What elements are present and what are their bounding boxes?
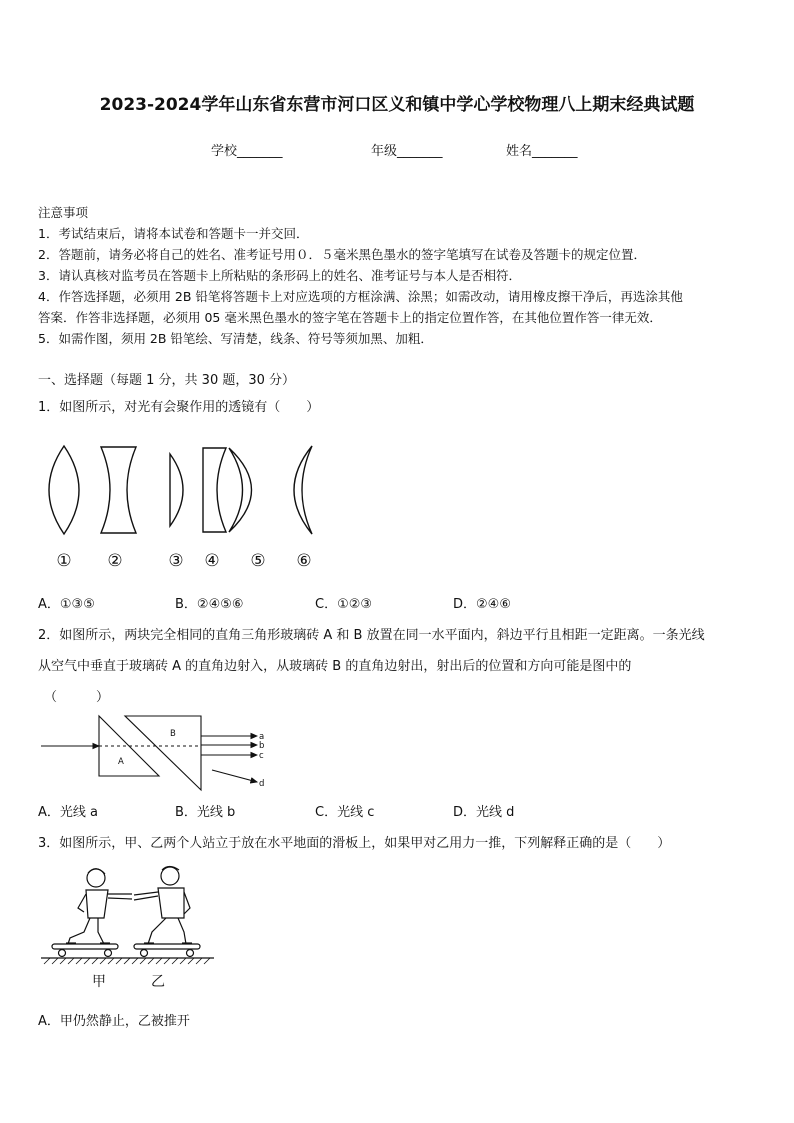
ray-label: d (259, 779, 265, 789)
note-item: 3．请认真核对监考员在答题卡上所粘贴的条形码上的姓名、准考证号与本人是否相符． (38, 268, 521, 283)
lens-2-biconcave (101, 447, 136, 533)
ground-hatch (44, 958, 210, 964)
option-d[interactable]: D．光线 d (453, 805, 515, 820)
note-item: 2．答题前，请务必将自己的姓名、准考证号用０．５毫米黑色墨水的签字笔填写在试卷及答题卡的规定位置． (38, 247, 646, 262)
note-item: 1．考试结束后，请将本试卷和答题卡一并交回． (38, 226, 309, 241)
option-a[interactable]: A．甲仍然静止，乙被推开 (38, 1014, 190, 1029)
question-2-stem: 2．如图所示，两块完全相同的直角三角形玻璃砖 A 和 B 放置在同一水平面内，斜边平行且相距一定距离。一条光线 (38, 628, 705, 643)
ray-d (212, 770, 257, 782)
lens-4-planoconcave (203, 448, 226, 532)
label-jia: 甲 (92, 974, 106, 990)
prism-figure (38, 712, 278, 794)
person-jia (66, 869, 132, 944)
option-c[interactable]: C．光线 c (315, 805, 375, 820)
skateboard-figure (38, 862, 228, 997)
lens-label: ② (107, 551, 123, 571)
lens-1-biconvex (49, 446, 79, 534)
option-a[interactable]: A．光线 a (38, 805, 98, 820)
prism-b-label: B (170, 729, 176, 739)
question-2-blank: （ ） (44, 690, 110, 705)
lens-label: ⑥ (296, 551, 312, 571)
ray-label: b (259, 741, 265, 751)
option-d[interactable]: D．②④⑥ (453, 597, 511, 612)
option-a[interactable]: A．①③⑤ (38, 597, 95, 612)
question-2-stem: 从空气中垂直于玻璃砖 A 的直角边射入，从玻璃砖 B 的直角边射出，射出后的位置和方向可能是图中的 (38, 659, 632, 674)
ray-label: a (259, 732, 265, 742)
prism-a-label: A (118, 757, 124, 767)
section-heading: 一、选择题（每题 1 分，共 30 题，30 分） (38, 373, 296, 388)
note-item: 5．如需作图，须用 2B 铅笔绘、写清楚，线条、符号等须加黑、加粗． (38, 331, 433, 346)
lens-6-meniscus (294, 446, 312, 534)
skateboard-left (52, 944, 118, 949)
lens-label: ③ (168, 551, 184, 571)
wheel (105, 950, 112, 957)
person-yi (134, 867, 192, 945)
option-b[interactable]: B．②④⑤⑥ (175, 597, 244, 612)
wheel (59, 950, 66, 957)
lens-label: ④ (204, 551, 220, 571)
school-field: 学校_______ (211, 144, 283, 159)
ray-label: c (259, 751, 264, 761)
question-1-stem: 1．如图所示，对光有会聚作用的透镜有（ ） (38, 400, 320, 415)
option-b[interactable]: B．光线 b (175, 805, 236, 820)
grade-field: 年级_______ (371, 144, 443, 159)
lens-label: ⑤ (250, 551, 266, 571)
skateboard-right (134, 944, 200, 949)
question-3-stem: 3．如图所示，甲、乙两个人站立于放在水平地面的滑板上，如果甲对乙用力一推，下列解释正确的是（ ） (38, 836, 671, 851)
wheel (141, 950, 148, 957)
wheel (187, 950, 194, 957)
option-c[interactable]: C．①②③ (315, 597, 373, 612)
lens-3-planoconvex (170, 454, 183, 526)
lens-label: ① (56, 551, 72, 571)
notes-heading: 注意事项 (38, 205, 89, 220)
lens-figure (38, 440, 338, 580)
exam-title: 2023-2024学年山东省东营市河口区义和镇中学心学校物理八上期末经典试题 (99, 95, 695, 115)
lens-5-meniscus (229, 448, 252, 532)
name-field: 姓名_______ (506, 144, 578, 159)
note-item: 4．作答选择题，必须用 2B 铅笔将答题卡上对应选项的方框涂满、涂黑；如需改动，请用橡皮擦干净后，再选涂其他 (38, 289, 683, 304)
label-yi: 乙 (151, 974, 165, 990)
note-item: 答案．作答非选择题，必须用 05 毫米黑色墨水的签字笔在答题卡上的指定位置作答，在其他位置作答一律无效． (38, 310, 662, 325)
